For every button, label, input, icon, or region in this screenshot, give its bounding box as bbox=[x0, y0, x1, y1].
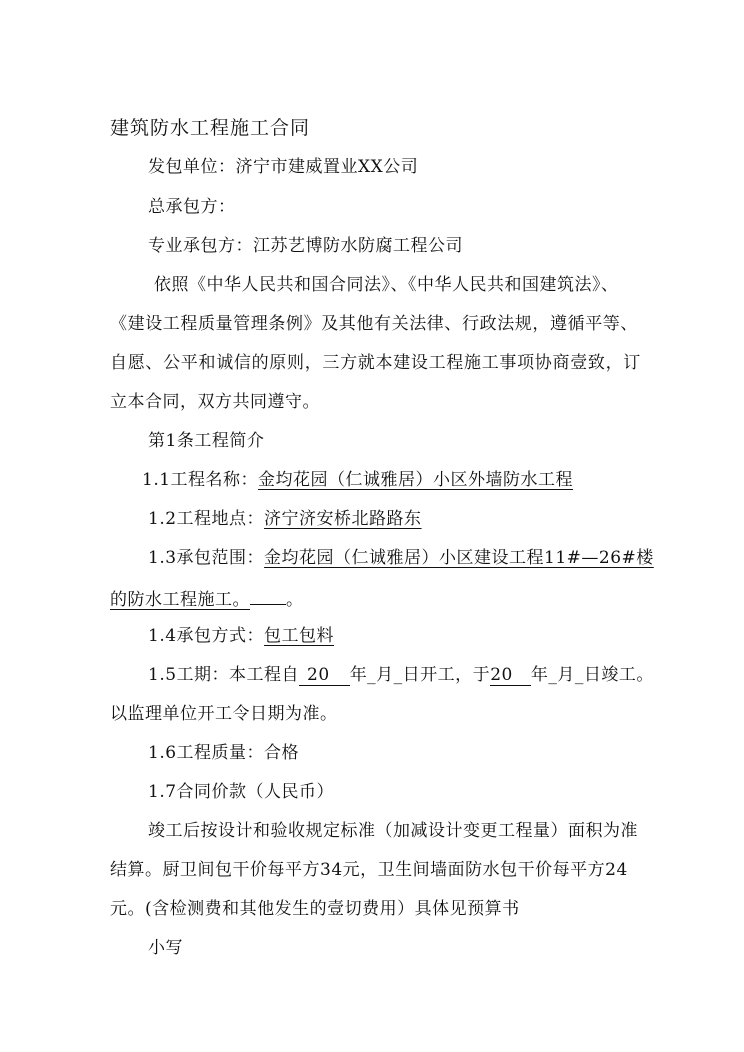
item-1-4 bbox=[148, 625, 334, 647]
item-1-3-value-1: 金均花园（仁诚雅居）小区建设工程11#—26#楼 bbox=[264, 548, 654, 568]
start-year: 20 bbox=[307, 665, 330, 685]
item-1-3-tail: 。 bbox=[286, 590, 304, 610]
item-1-2-value: 济宁济安桥北路路东 bbox=[264, 509, 422, 529]
item-1-3-value-2: 的防水工程施工。 bbox=[110, 590, 250, 610]
article-1-title: 第1条工程简介 bbox=[148, 431, 265, 451]
item-1-5-prefix: 1.5工期：本工程自 bbox=[148, 665, 300, 685]
item-1-1 bbox=[142, 469, 573, 491]
preamble-line-4: 立本合同，双方共同遵守。 bbox=[110, 392, 320, 412]
end-year: 20 bbox=[490, 665, 513, 685]
preamble-line-2: 《建设工程质量管理条例》及其他有关法律、行政法规，遵循平等、 bbox=[110, 314, 638, 334]
general-contractor-line: 总承包方： bbox=[148, 197, 236, 217]
item-1-2-label: 1.2工程地点： bbox=[148, 509, 265, 529]
price-line-2: 结算。厨卫间包干价每平方34元，卫生间墙面防水包干价每平方24 bbox=[110, 860, 628, 880]
item-1-6: 1.6工程质量：合格 bbox=[148, 743, 300, 763]
item-1-3 bbox=[148, 547, 654, 569]
item-1-3-label: 1.3承包范围： bbox=[148, 548, 265, 568]
blank-underline bbox=[250, 586, 286, 605]
party-a-line: 发包单位：济宁市建威置业XX公司 bbox=[148, 157, 419, 177]
party-b-line: 专业承包方：江苏艺博防水防腐工程公司 bbox=[148, 236, 463, 256]
preamble-line-3: 自愿、公平和诚信的原则，三方就本建设工程施工事项协商壹致，订 bbox=[110, 353, 641, 373]
price-line-3: 元。(含检测费和其他发生的壹切费用）具体见预算书 bbox=[110, 899, 520, 919]
start-year-blank bbox=[299, 665, 350, 686]
small-amount-label: 小写 bbox=[148, 938, 183, 958]
item-1-4-value: 包工包料 bbox=[264, 626, 335, 646]
document-title: 建筑防水工程施工合同 bbox=[110, 117, 311, 139]
item-1-5-mid-2: 年_月_日竣工。 bbox=[530, 665, 654, 685]
price-line-1: 竣工后按设计和验收规定标准（加减设计变更工程量）面积为准 bbox=[148, 821, 638, 841]
item-1-2 bbox=[148, 508, 422, 530]
item-1-3-continued bbox=[110, 586, 304, 611]
preamble-line-1: 依照《中华人民共和国合同法》、《中华人民共和国建筑法》、 bbox=[154, 275, 619, 295]
item-1-5-mid-1: 年_月_日开工，于 bbox=[349, 665, 491, 685]
item-1-5-line-2: 以监理单位开工令日期为准。 bbox=[110, 704, 338, 724]
item-1-4-label: 1.4承包方式： bbox=[148, 626, 265, 646]
item-1-1-value: 金均花园（仁诚雅居）小区外墙防水工程 bbox=[258, 470, 574, 490]
item-1-5 bbox=[148, 664, 654, 686]
item-1-7: 1.7合同价款（人民币） bbox=[148, 782, 335, 802]
item-1-1-label: 1.1工程名称： bbox=[142, 470, 259, 490]
end-year-blank bbox=[490, 665, 531, 686]
